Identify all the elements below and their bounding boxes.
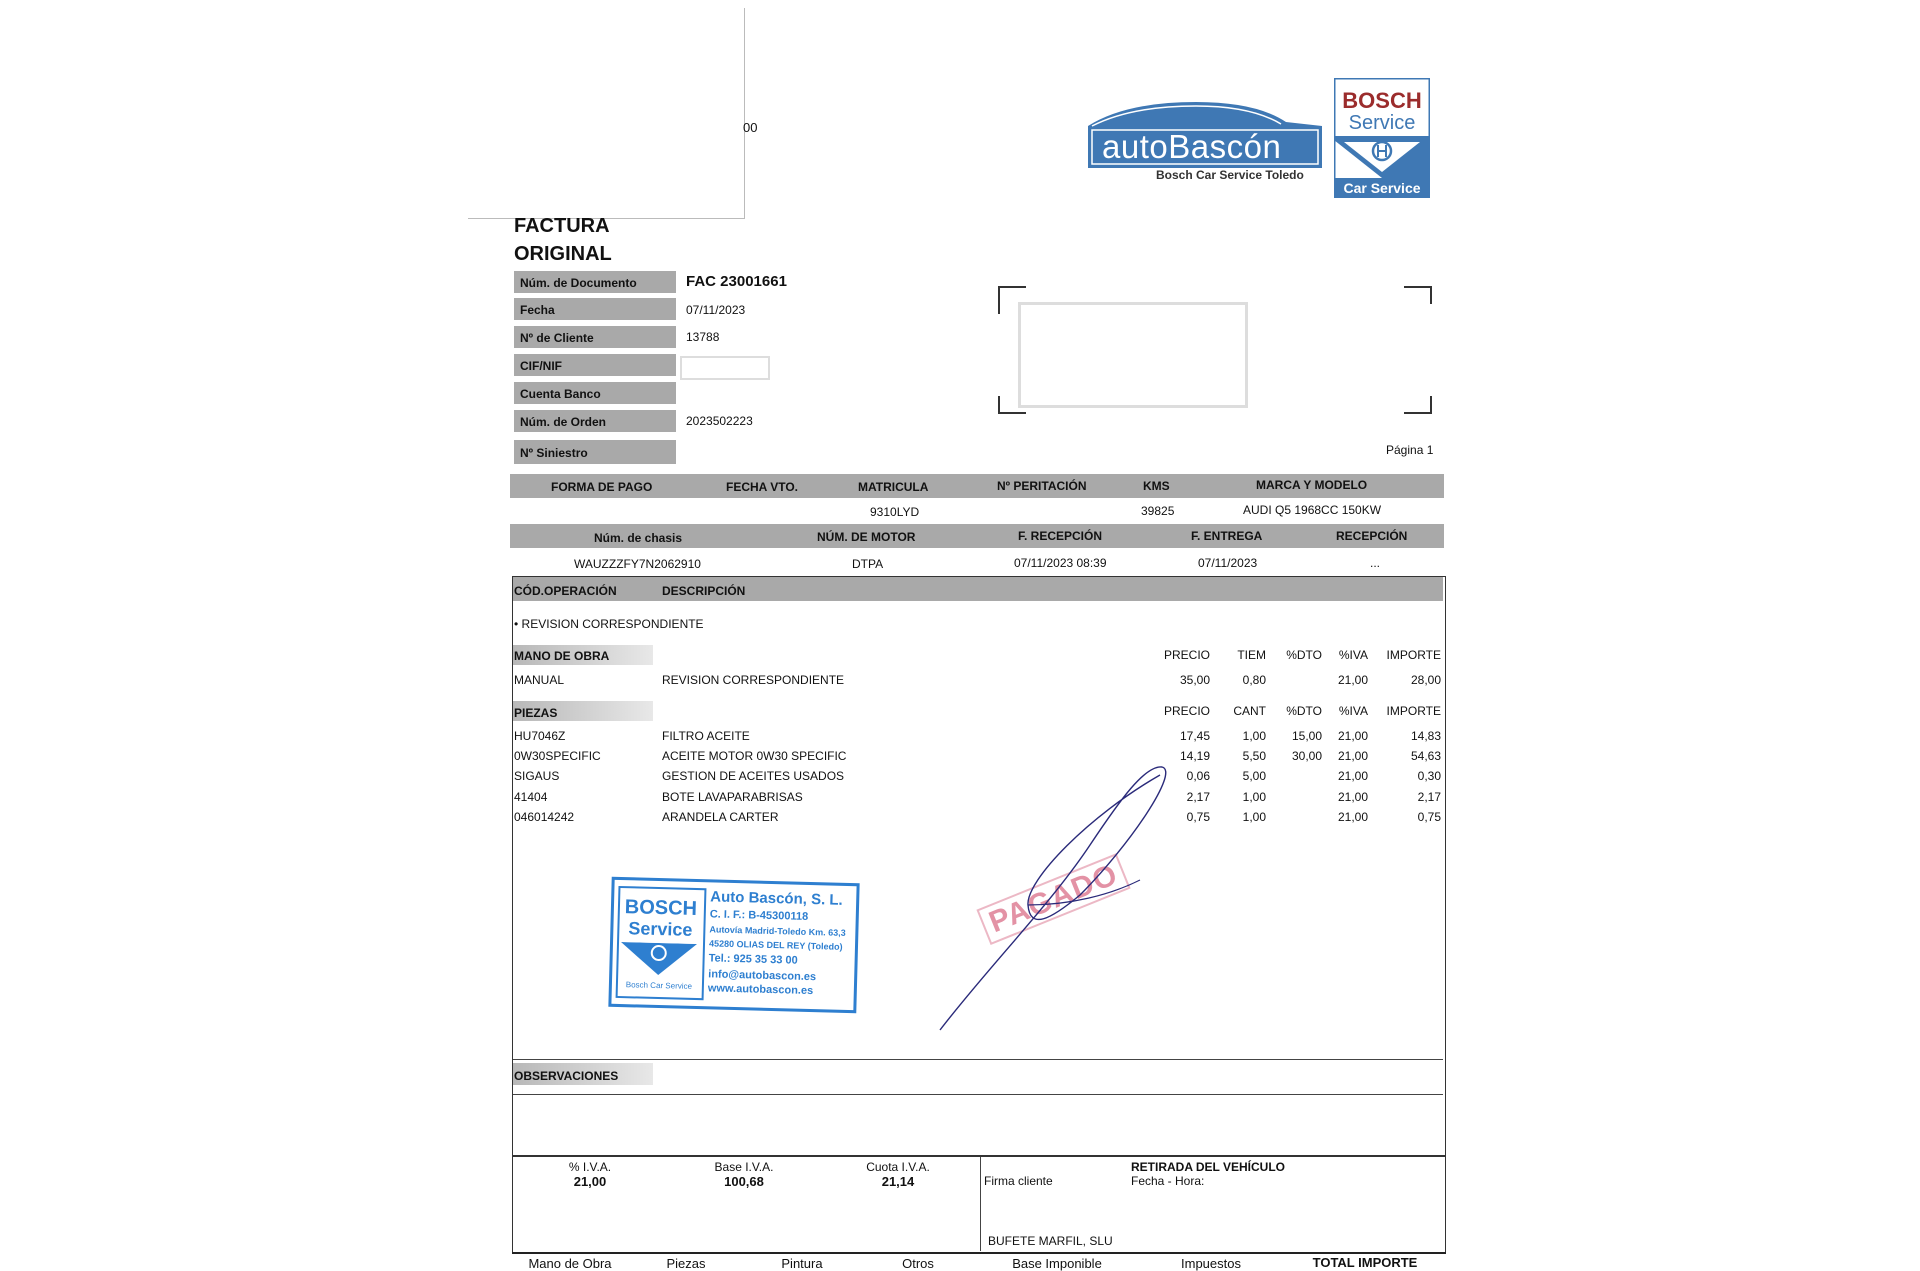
fecha-hora: Fecha - Hora: xyxy=(1131,1174,1205,1188)
col-descripcion: DESCRIPCIÓN xyxy=(662,584,746,598)
paid-stamp: PAGADO xyxy=(976,853,1131,945)
part-desc: BOTE LAVAPARABRISAS xyxy=(662,790,803,804)
invoice-title xyxy=(514,212,612,268)
sum-col-piezas: Piezas xyxy=(666,1256,706,1271)
parts-col-importe: IMPORTE xyxy=(1386,704,1441,718)
address-redacted xyxy=(1018,302,1248,408)
title-line2: ORIGINAL xyxy=(514,243,612,265)
part-cant: 5,00 xyxy=(1242,769,1266,783)
stamp-bosch: BOSCH xyxy=(624,896,698,921)
retirada-title: RETIRADA DEL VEHÍCULO xyxy=(1131,1160,1286,1174)
cuota-iva: 21,14 xyxy=(881,1174,915,1189)
stamp-line: info@autobascon.es xyxy=(708,968,817,984)
sum-col-otros: Otros xyxy=(902,1256,934,1271)
part-dto: 30,00 xyxy=(1291,749,1322,763)
labor-col-dto: %DTO xyxy=(1286,648,1322,662)
part-precio: 0,75 xyxy=(1186,810,1210,824)
doc-client: 13788 xyxy=(686,330,720,344)
labor-col-precio: PRECIO xyxy=(1163,648,1210,662)
parts-col-iva: %IVA xyxy=(1338,704,1368,718)
parts-col-dto: %DTO xyxy=(1286,704,1322,718)
doc-label-text: Nº Siniestro xyxy=(520,446,588,460)
autobascon-logo xyxy=(1086,96,1326,186)
doc-number: FAC 23001661 xyxy=(686,273,787,290)
summary-top xyxy=(512,1252,1446,1254)
sum-col-impuestos: Impuestos xyxy=(1181,1256,1241,1271)
part-cant: 1,00 xyxy=(1242,790,1266,804)
parts-col-cant: CANT xyxy=(1233,704,1266,718)
obs-title: OBSERVACIONES xyxy=(514,1069,619,1083)
labor-row-importe: 28,00 xyxy=(1410,673,1441,687)
col-chasis: Núm. de chasis xyxy=(594,531,683,545)
val-matricula: 9310LYD xyxy=(870,505,920,519)
part-dto: 15,00 xyxy=(1291,729,1322,743)
part-desc: ACEITE MOTOR 0W30 SPECIFIC xyxy=(662,749,847,763)
doc-label-text: Nº de Cliente xyxy=(520,331,594,345)
cuota-iva-label: Cuota I.V.A. xyxy=(866,1160,930,1174)
val-entrega: 07/11/2023 xyxy=(1198,556,1258,570)
labor-row-code: MANUAL xyxy=(514,673,565,687)
company-stamp xyxy=(608,877,859,1013)
parts-col-precio: PRECIO xyxy=(1163,704,1210,718)
bosch-logo-mid: Service xyxy=(1348,112,1416,134)
part-importe: 54,63 xyxy=(1410,749,1441,763)
doc-label-text: CIF/NIF xyxy=(520,359,562,373)
address-window xyxy=(998,286,1432,414)
sum-col-pintura: Pintura xyxy=(781,1256,823,1271)
stamp-line: Auto Bascón, S. L. xyxy=(710,888,843,909)
bosch-service-logo xyxy=(1334,78,1430,198)
col-marca-modelo: MARCA Y MODELO xyxy=(1256,478,1368,492)
part-desc: GESTION DE ACEITES USADOS xyxy=(662,769,845,783)
part-desc: ARANDELA CARTER xyxy=(662,810,779,824)
stamp-line: Tel.: 925 35 33 00 xyxy=(708,952,798,967)
labor-row-precio: 35,00 xyxy=(1179,673,1210,687)
col-recepcion-fecha: F. RECEPCIÓN xyxy=(1018,529,1103,543)
totals-box xyxy=(512,1156,1446,1254)
val-recepcion: ... xyxy=(1370,556,1381,570)
part-importe: 14,83 xyxy=(1410,729,1441,743)
part-code: SIGAUS xyxy=(514,769,560,783)
firma-cliente: Firma cliente xyxy=(984,1174,1053,1188)
part-cant: 1,00 xyxy=(1242,810,1266,824)
obs-divider-bottom xyxy=(513,1094,1443,1095)
val-chasis: WAUZZZFY7N2062910 xyxy=(574,557,701,571)
part-desc: FILTRO ACEITE xyxy=(662,729,750,743)
doc-order: 2023502223 xyxy=(686,414,753,428)
part-iva: 21,00 xyxy=(1337,769,1368,783)
sum-col-total: TOTAL IMPORTE xyxy=(1312,1255,1418,1270)
labor-col-importe: IMPORTE xyxy=(1386,648,1441,662)
doc-label-text: Cuenta Banco xyxy=(520,387,601,401)
part-precio: 14,19 xyxy=(1179,749,1210,763)
part-precio: 2,17 xyxy=(1186,790,1210,804)
part-iva: 21,00 xyxy=(1337,810,1368,824)
stamp-line: C. I. F.: B-45300118 xyxy=(709,908,809,923)
obs-divider-top xyxy=(513,1059,1443,1060)
val-marca-modelo: AUDI Q5 1968CC 150KW xyxy=(1243,503,1382,517)
operation-intro: • REVISION CORRESPONDIENTE xyxy=(514,617,704,631)
logo-brand-sub: Bosch Car Service Toledo xyxy=(1156,168,1304,182)
logo-brand: autoBascón xyxy=(1102,128,1282,165)
part-code: 046014242 xyxy=(514,810,575,824)
stamp-footer: Bosch Car Service xyxy=(625,980,693,991)
signature xyxy=(930,755,1180,1035)
page-number: Página 1 xyxy=(1386,443,1434,457)
col-fecha-vto: FECHA VTO. xyxy=(726,480,799,494)
col-forma-pago: FORMA DE PAGO xyxy=(551,480,653,494)
title-line1: FACTURA xyxy=(514,215,610,237)
sum-col-base: Base Imponible xyxy=(1012,1256,1102,1271)
col-matricula: MATRICULA xyxy=(858,480,929,494)
col-entrega: F. ENTREGA xyxy=(1191,529,1263,543)
col-kms: KMS xyxy=(1143,479,1170,493)
parts-title: PIEZAS xyxy=(514,706,558,720)
doc-label-text: Núm. de Documento xyxy=(520,276,637,290)
stamp-line: www.autobascon.es xyxy=(707,982,814,998)
stamp-line: 45280 OLIAS DEL REY (Toledo) xyxy=(708,938,843,952)
doc-date: 07/11/2023 xyxy=(686,303,746,317)
labor-row-iva: 21,00 xyxy=(1337,673,1368,687)
col-cod-operacion: CÓD.OPERACIÓN xyxy=(514,584,617,598)
labor-row-tiem: 0,80 xyxy=(1242,673,1266,687)
doc-label-text: Núm. de Orden xyxy=(520,415,607,429)
part-precio: 17,45 xyxy=(1179,729,1210,743)
val-recepcion-fecha: 07/11/2023 08:39 xyxy=(1014,556,1107,570)
labor-col-iva: %IVA xyxy=(1338,648,1368,662)
part-code: HU7046Z xyxy=(514,729,566,743)
col-recepcion: RECEPCIÓN xyxy=(1336,529,1408,543)
doc-cif-redacted xyxy=(680,356,770,380)
redacted-fragment: 00 xyxy=(743,120,758,135)
part-importe: 0,75 xyxy=(1417,810,1441,824)
part-iva: 21,00 xyxy=(1337,790,1368,804)
base-iva: 100,68 xyxy=(724,1174,764,1189)
customer-name: BUFETE MARFIL, SLU xyxy=(988,1234,1113,1248)
bosch-logo-top: BOSCH xyxy=(1342,88,1422,113)
totals-divider xyxy=(980,1157,981,1251)
val-motor: DTPA xyxy=(852,557,884,571)
part-cant: 1,00 xyxy=(1242,729,1266,743)
col-peritacion: Nº PERITACIÓN xyxy=(997,479,1087,493)
labor-title: MANO DE OBRA xyxy=(514,649,610,663)
sum-col-mano-obra: Mano de Obra xyxy=(528,1256,612,1271)
operations-header-bar xyxy=(513,577,1443,601)
part-cant: 5,50 xyxy=(1242,749,1266,763)
iva-pct: 21,00 xyxy=(573,1174,607,1189)
part-importe: 2,17 xyxy=(1417,790,1441,804)
bosch-logo-bottom: Car Service xyxy=(1343,180,1421,196)
col-motor: NÚM. DE MOTOR xyxy=(817,530,916,544)
stamp-service: Service xyxy=(628,918,693,940)
val-kms: 39825 xyxy=(1141,504,1175,518)
iva-pct-label: % I.V.A. xyxy=(568,1160,612,1174)
part-importe: 0,30 xyxy=(1417,769,1441,783)
stamp-line: Autovía Madrid-Toledo Km. 63,3 xyxy=(709,924,846,938)
doc-label-text: Fecha xyxy=(520,303,555,317)
part-iva: 21,00 xyxy=(1337,749,1368,763)
part-iva: 21,00 xyxy=(1337,729,1368,743)
part-code: 41404 xyxy=(514,790,548,804)
part-precio: 0,06 xyxy=(1186,769,1210,783)
labor-row-desc: REVISION CORRESPONDIENTE xyxy=(662,673,845,687)
base-iva-label: Base I.V.A. xyxy=(714,1160,774,1174)
part-code: 0W30SPECIFIC xyxy=(514,749,601,763)
labor-col-tiem: TIEM xyxy=(1237,648,1266,662)
stamp-chevron-icon xyxy=(620,942,697,980)
redaction-box xyxy=(468,8,745,219)
